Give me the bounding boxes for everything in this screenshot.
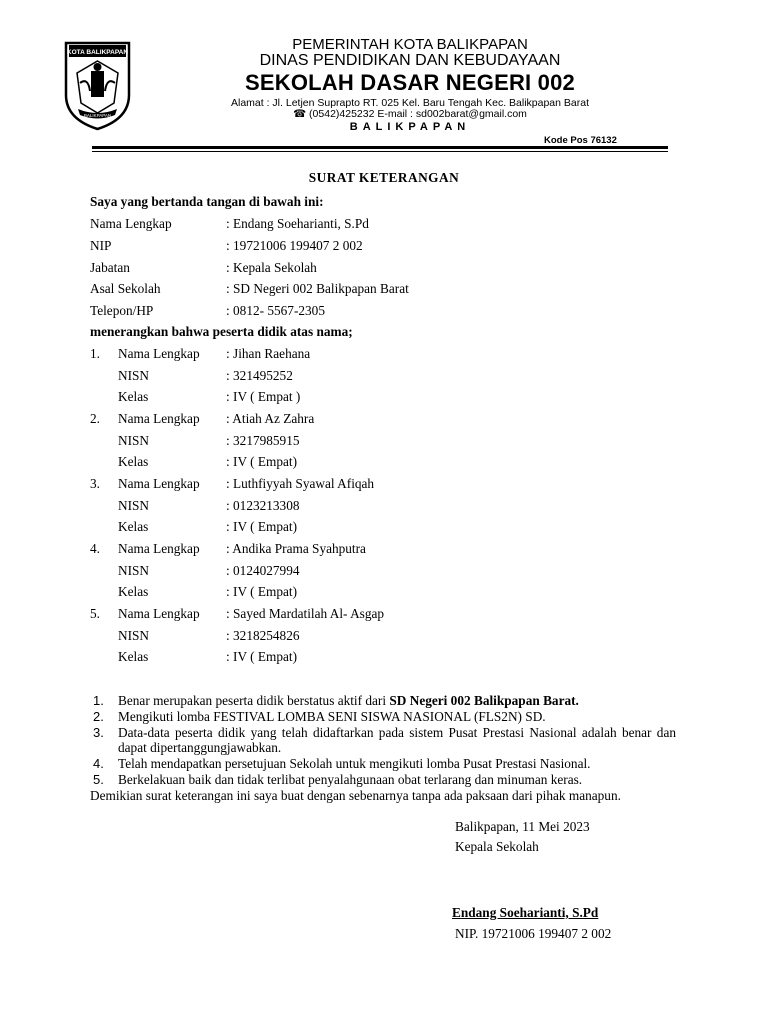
signer-value-nip: : 19721006 199407 2 002 (226, 238, 363, 253)
student-name: : Andika Prama Syahputra (226, 541, 366, 556)
student-class-label: Kelas (118, 584, 149, 599)
place-date: Balikpapan, 11 Mei 2023 (455, 819, 590, 834)
student-class: : IV ( Empat) (226, 649, 298, 664)
closing-text: Demikian surat keterangan ini saya buat dengan sebenarnya tanpa ada paksaan dari pihak manapun. (90, 788, 621, 803)
statement-number: 1. (93, 693, 104, 708)
signer-name: Endang Soeharianti, S.Pd (452, 905, 599, 920)
student-class-label: Kelas (118, 519, 149, 534)
student-class-label: Kelas (118, 649, 149, 664)
student-name: : Luthfiyyah Syawal Afiqah (226, 476, 375, 491)
student-nisn-label: NISN (118, 498, 150, 513)
statement-item (90, 756, 676, 771)
statement-text: Data-data peserta didik yang telah didaftarkan pada sistem Pusat Prestasi Nasional adalah benar dan dapat dipertanggungjawabkan. (118, 725, 676, 755)
school-logo (60, 33, 135, 133)
government-name: PEMERINTAH KOTA BALIKPAPAN (292, 36, 528, 53)
signer-value-phone: : 0812- 5567-2305 (226, 303, 325, 318)
department-name: DINAS PENDIDIKAN DAN KEBUDAYAAN (259, 52, 561, 69)
signer-label-phone: Telepon/HP (90, 303, 154, 318)
student-class: : IV ( Empat ) (226, 389, 301, 404)
letterhead-divider (92, 146, 668, 149)
school-name: SEKOLAH DASAR NEGERI 002 (245, 70, 575, 95)
letter-title: SURAT KETERANGAN (308, 170, 460, 185)
student-name-label: Nama Lengkap (118, 346, 200, 361)
statement-item (90, 693, 676, 708)
student-name-label: Nama Lengkap (118, 411, 200, 426)
student-name-label: Nama Lengkap (118, 541, 200, 556)
signer-value-position: : Kepala Sekolah (226, 260, 317, 275)
svg-text:KOTA BALIKPAPAN: KOTA BALIKPAPAN (66, 49, 129, 56)
student-number: 3. (90, 476, 100, 491)
statement-item (90, 709, 676, 724)
postal-code: Kode Pos 76132 (544, 135, 617, 146)
school-contact: ☎ (0542)425232 E-mail : sd002barat@gmail.com (293, 108, 527, 120)
student-nisn-label: NISN (118, 368, 150, 383)
student-nisn-label: NISN (118, 628, 150, 643)
student-class: : IV ( Empat) (226, 584, 298, 599)
student-class: : IV ( Empat) (226, 519, 298, 534)
student-nisn: : 321495252 (226, 368, 293, 383)
student-number: 2. (90, 411, 100, 426)
statement-item (90, 772, 676, 787)
signer-label-nip: NIP (90, 238, 112, 253)
student-class-label: Kelas (118, 454, 149, 469)
student-name-label: Nama Lengkap (118, 606, 200, 621)
statement-number: 3. (93, 725, 104, 740)
student-name: : Sayed Mardatilah Al- Asgap (226, 606, 385, 621)
statement-text: Berkelakuan baik dan tidak terlibat penyalahgunaan obat terlarang dan minuman keras. (118, 772, 583, 787)
signer-label-school: Asal Sekolah (90, 281, 161, 296)
student-nisn: : 3218254826 (226, 628, 300, 643)
city-name: BALIKPAPAN (349, 121, 471, 133)
svg-text:BALIKPAPAN: BALIKPAPAN (83, 113, 112, 118)
signer-position: Kepala Sekolah (455, 839, 539, 854)
signer-label-position: Jabatan (90, 260, 130, 275)
student-name-label: Nama Lengkap (118, 476, 200, 491)
student-number: 5. (90, 606, 100, 621)
student-number: 4. (90, 541, 100, 556)
student-nisn: : 0123213308 (226, 498, 300, 513)
signer-value-school: : SD Negeri 002 Balikpapan Barat (226, 281, 409, 296)
student-nisn-label: NISN (118, 433, 150, 448)
student-name: : Jihan Raehana (226, 346, 311, 361)
signer-nip: NIP. 19721006 199407 2 002 (455, 926, 612, 941)
student-nisn-label: NISN (118, 563, 150, 578)
student-class-label: Kelas (118, 389, 149, 404)
statement-number: 2. (93, 709, 104, 724)
declares-text: menerangkan bahwa peserta didik atas nama; (90, 324, 353, 339)
statement-text: Benar merupakan peserta didik berstatus aktif dari (118, 693, 390, 708)
letterhead-divider-thin (92, 151, 668, 152)
student-nisn: : 3217985915 (226, 433, 300, 448)
signer-value-name: : Endang Soeharianti, S.Pd (226, 216, 369, 231)
signer-label-name: Nama Lengkap (90, 216, 172, 231)
student-name: : Atiah Az Zahra (226, 411, 315, 426)
statement-item (90, 725, 676, 755)
statement-text: Telah mendapatkan persetujuan Sekolah untuk mengikuti lomba Pusat Prestasi Nasional. (118, 756, 591, 771)
statement-number: 5. (93, 772, 104, 787)
intro-text: Saya yang bertanda tangan di bawah ini: (90, 194, 324, 209)
student-nisn: : 0124027994 (226, 563, 300, 578)
student-class: : IV ( Empat) (226, 454, 298, 469)
school-address: Alamat : Jl. Letjen Suprapto RT. 025 Kel. Baru Tengah Kec. Balikpapan Barat (231, 97, 589, 109)
statement-text: Mengikuti lomba FESTIVAL LOMBA SENI SISWA NASIONAL (FLS2N) SD. (118, 709, 546, 724)
statement-number: 4. (93, 756, 104, 771)
statement-school-name: SD Negeri 002 Balikpapan Barat. (389, 693, 579, 708)
student-number: 1. (90, 346, 100, 361)
